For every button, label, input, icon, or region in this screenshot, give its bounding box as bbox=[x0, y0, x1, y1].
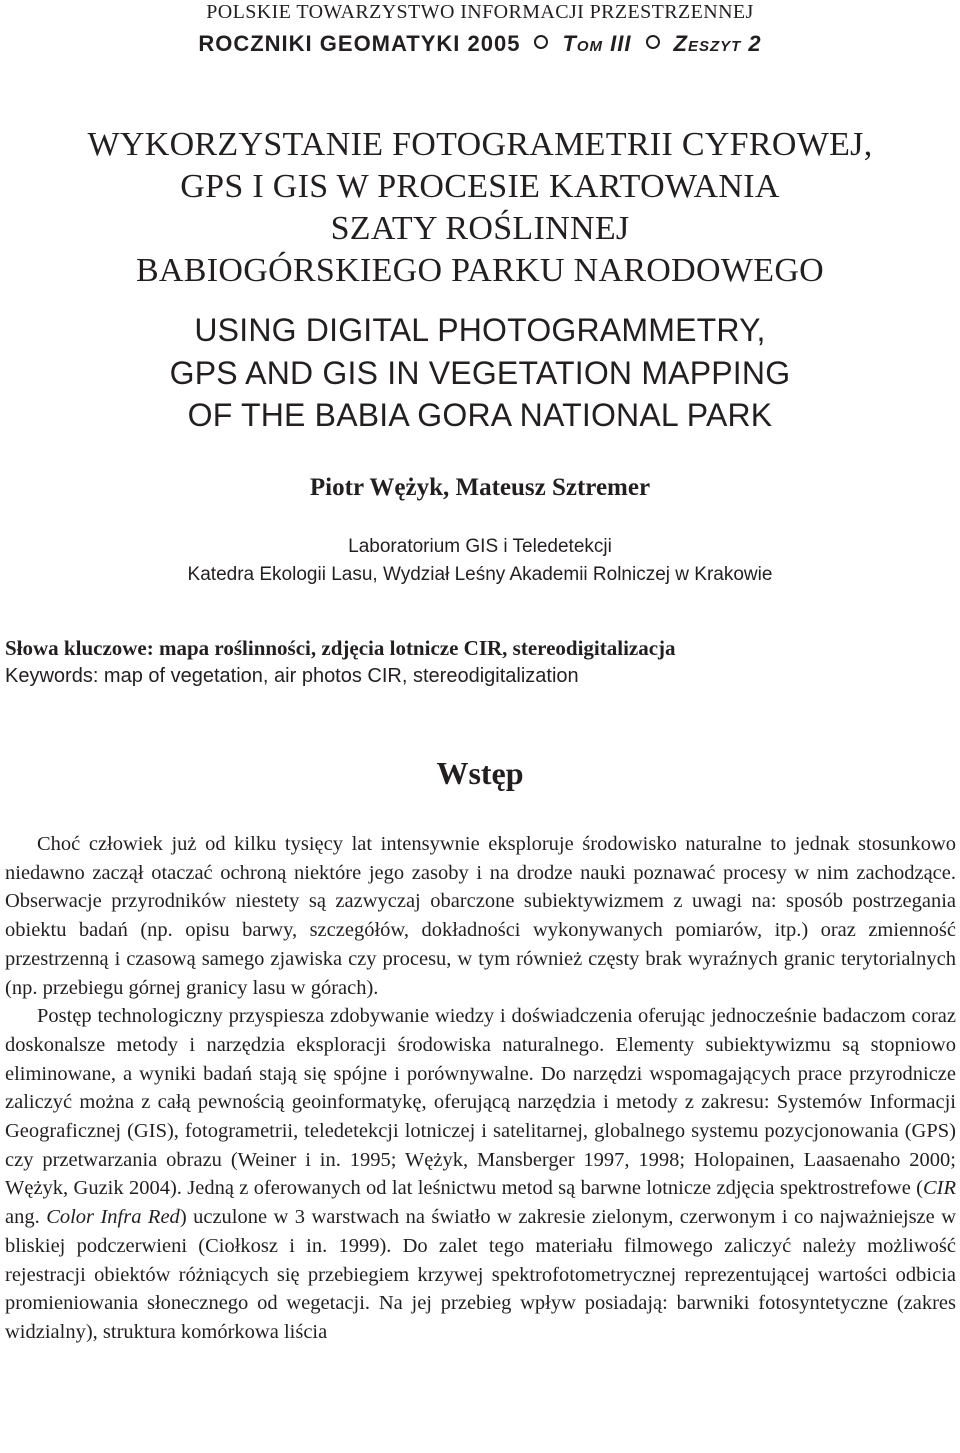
affiliation-line: Laboratorium GIS i Teledetekcji bbox=[348, 536, 612, 557]
journal-header bbox=[0, 30, 960, 58]
title-english-line: USING DIGITAL PHOTOGRAMMETRY, bbox=[194, 312, 766, 348]
affiliation-line: Katedra Ekologii Lasu, Wydział Leśny Akademii Rolniczej w Krakowie bbox=[187, 564, 773, 585]
keywords-polish: Słowa kluczowe: mapa roślinności, zdjęcia lotnicze CIR, stereodigitalizacja bbox=[5, 636, 676, 660]
title-polish-line: SZATY ROŚLINNEJ bbox=[330, 210, 630, 247]
title-english-line: GPS AND GIS IN VEGETATION MAPPING bbox=[169, 354, 791, 391]
paragraph: Choć człowiek już od kilku tysięcy lat intensywnie eksploruje środowisko naturalne to jednak stosunkowo niedawno zaczął otaczać ochroną niektóre jego zasoby i na drodze nauki poznawać procesy w nim zachodzące. Obserwacje przyrodników niestety są zazwyczaj obarczone subiektywizmem z uwagi na: sposób postrzegania obiektu badań (np. opisu barwy, szczegółów, dokładności wykonywanych pomiarów, itp.) oraz zmienność przestrzenną i czasową samego zjawiska czy procesu, w tym również częsty brak wyraźnych granic terytorialnych (np. przebiegu górnej granicy lasu w górach). bbox=[5, 833, 956, 999]
paragraph-text: ) uczulone w 3 warstwach na światło w zakresie zielonym, czerwonym i co najważniejsze w bliskiej podczerwieni (Ciołkosz i in. 1999). Do zalet tego materiału filmowego zaliczyć należy możliwość rejestracji obiektów różniących się przebiegiem krzywej spektrofotometrycznej reprezentującej wartości odbicia promieniowania słonecznego od wegetacji. Na jej przebieg wpływ posiadają: barwniki fotosyntetyczne (zakres widzialny), struktura komórkowa liścia bbox=[5, 1206, 957, 1343]
journal-issue: Zeszyt 2 bbox=[673, 31, 762, 56]
society-name: POLSKIE TOWARZYSTWO INFORMACJI PRZESTRZENNEJ bbox=[206, 1, 754, 23]
affiliation bbox=[0, 533, 960, 589]
paragraph bbox=[5, 1002, 956, 1346]
bullet-icon bbox=[646, 35, 660, 49]
title-english bbox=[0, 309, 960, 437]
title-english-line: OF THE BABIA GORA NATIONAL PARK bbox=[187, 397, 773, 433]
bullet-icon bbox=[534, 35, 548, 49]
section-title: Wstęp bbox=[436, 755, 524, 791]
title-polish-line: BABIOGÓRSKIEGO PARKU NARODOWEGO bbox=[135, 252, 825, 289]
journal-volume: Tom III bbox=[562, 31, 632, 56]
journal-name: ROCZNIKI GEOMATYKI 2005 bbox=[198, 31, 521, 56]
body-text bbox=[5, 830, 956, 1347]
title-polish-line: WYKORZYSTANIE FOTOGRAMETRII CYFROWEJ, bbox=[87, 126, 873, 163]
paragraph-text: Postęp technologiczny przyspiesza zdobywanie wiedzy i doświadczenia oferując jednocześnie badaczom coraz doskonalsze metody i narzędzia eksploracji środowiska naturalnego. Elementy subiektywizmu są stopniowo eliminowane, a wyniki badań stają się spójne i porównywalne. Do narzędzi wspomagających prace przyrodnicze zaliczyć można z całą pewnością geoinformatykę, oferującą narzędzia i metody z zakresu: Systemów Informacji Geograficznej (GIS), fotogrametrii, teledetekcji lotniczej i satelitarnej, globalnego systemu pozycjonowania (GPS) czy przetwarzania obrazu (Weiner i in. 1995; Wężyk, Mansberger 1997, 1998; Holopainen, Laasaenaho 2000; Wężyk, Guzik 2004). Jedną z oferowanych od lat leśnictwu metod są barwne lotnicze zdjęcia spektrostrefowe ( bbox=[5, 1005, 956, 1200]
title-polish bbox=[0, 124, 960, 292]
paragraph-text: ang. bbox=[5, 1206, 47, 1229]
keywords-english: Keywords: map of vegetation, air photos CIR, stereodigitalization bbox=[5, 665, 579, 687]
authors: Piotr Wężyk, Mateusz Sztremer bbox=[309, 474, 651, 501]
paragraph-italic: Color Infra Red bbox=[46, 1206, 180, 1229]
paragraph-italic: CIR bbox=[922, 1177, 956, 1200]
title-polish-line: GPS I GIS W PROCESIE KARTOWANIA bbox=[180, 168, 780, 205]
